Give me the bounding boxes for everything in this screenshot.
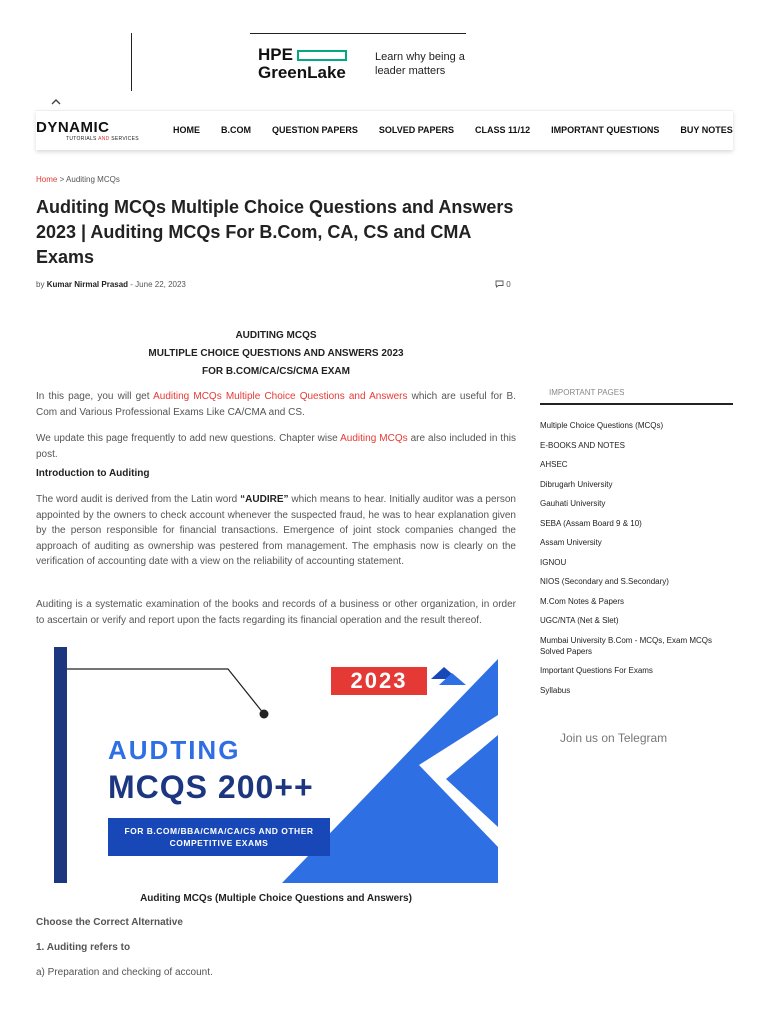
- ad-banner[interactable]: [250, 33, 466, 91]
- sidebar-link-mcom[interactable]: M.Com Notes & Papers: [540, 596, 625, 606]
- hpe-logo-icon: [297, 50, 347, 61]
- sidebar-link-syllabus[interactable]: Syllabus: [540, 685, 571, 695]
- ad-logo: HPE GreenLake: [258, 45, 346, 82]
- comments-count[interactable]: 0: [495, 280, 511, 289]
- sidebar-link-mcqs[interactable]: Multiple Choice Questions (MCQs): [540, 421, 664, 430]
- sidebar-link-seba[interactable]: SEBA (Assam Board 9 & 10): [540, 518, 642, 528]
- sidebar-link-ignou[interactable]: IGNOU: [540, 557, 567, 567]
- sidebar-links: [540, 420, 733, 704]
- intro-paragraph-2: We update this page frequently to add new questions. Chapter wise Auditing MCQs are also included in this post.: [36, 433, 516, 460]
- sidebar-link-dibrugarh[interactable]: Dibrugarh University: [540, 479, 613, 489]
- post-title: Auditing MCQs Multiple Choice Questions and Answers 2023 | Auditing MCQs For B.Com, CA, CS and CMA Exams: [36, 197, 514, 267]
- content-heading-1: AUDITING MCQS: [235, 330, 317, 341]
- ad-text: Learn why being a leader matters: [375, 51, 465, 77]
- breadcrumb-current: Auditing MCQs: [66, 175, 120, 184]
- question-1-option-a: a) Preparation and checking of account.: [36, 967, 213, 978]
- sidebar-link-nios[interactable]: NIOS (Secondary and S.Secondary): [540, 577, 669, 586]
- content-heading-2: MULTIPLE CHOICE QUESTIONS AND ANSWERS 2023: [148, 348, 404, 359]
- breadcrumb: Home > Auditing MCQs: [36, 175, 120, 184]
- content-heading-3: FOR B.COM/CA/CS/CMA EXAM: [202, 366, 350, 377]
- post-meta: by Kumar Nirmal Prasad - June 22, 2023: [36, 280, 186, 289]
- nav-item-important-questions[interactable]: IMPORTANT QUESTIONS: [551, 125, 660, 135]
- nav-item-question-papers[interactable]: QUESTION PAPERS: [272, 125, 358, 135]
- telegram-link[interactable]: Join us on Telegram: [560, 731, 668, 745]
- intro-paragraph-1: In this page, you will get Auditing MCQs Multiple Choice Questions and Answers which are useful for B. Com and Various Professional Exams Like CA/CMA and CS.: [36, 391, 516, 418]
- hero-title-line2: MCQS 200++: [108, 769, 314, 805]
- image-caption: Auditing MCQs (Multiple Choice Questions and Answers): [140, 893, 412, 904]
- choose-heading: Choose the Correct Alternative: [36, 917, 183, 928]
- nav-item-solved-papers[interactable]: SOLVED PAPERS: [378, 125, 455, 135]
- comment-icon: [495, 280, 504, 288]
- question-1: 1. Auditing refers to: [36, 942, 131, 953]
- nav-item-buy-notes[interactable]: BUY NOTES: [680, 125, 733, 135]
- post-date: June 22, 2023: [135, 280, 186, 289]
- site-logo[interactable]: DYNAMIC TUTORIALS AND SERVICES: [36, 119, 139, 142]
- nav-item-class-11-12[interactable]: CLASS 11/12: [475, 125, 531, 135]
- nav-menu: [173, 125, 733, 135]
- sidebar-link-important-questions[interactable]: Important Questions For Exams: [540, 666, 653, 675]
- mcq-link[interactable]: Auditing MCQs Multiple Choice Questions and Answers: [153, 391, 408, 402]
- ad-divider: [131, 33, 132, 91]
- main-nav: [36, 110, 733, 150]
- sidebar-link-assam-university[interactable]: Assam University: [540, 538, 602, 547]
- auditing-definition-paragraph: Auditing is a systematic examination of the books and records of a business or other organization, in order to ascertain or verify and report upon the facts regarding its financial operation and the result thereof.: [36, 599, 516, 626]
- hero-title-line1: AUDTING: [108, 735, 241, 765]
- sidebar-heading: IMPORTANT PAGES: [540, 388, 733, 405]
- nav-item-home[interactable]: HOME: [173, 125, 200, 135]
- hero-year-badge: 2023: [331, 667, 427, 695]
- sidebar-link-ebooks[interactable]: E-BOOKS AND NOTES: [540, 440, 625, 450]
- sidebar-link-mumbai-university[interactable]: Mumbai University B.Com - MCQs, Exam MCQs Solved Papers: [540, 635, 713, 656]
- auditing-mcqs-link[interactable]: Auditing MCQs: [340, 433, 408, 444]
- chevron-up-icon[interactable]: [50, 95, 62, 109]
- sidebar-link-gauhati[interactable]: Gauhati University: [540, 499, 606, 508]
- audit-paragraph: The word audit is derived from the Latin word “AUDIRE” which means to hear. Initially auditor was a person appointed by the owners to check account whenever the suspected fraud, he was to hear explanation given by the person responsible for financial transactions. Emergence of joint stock companies changed the approach of auditing as ownership was pestered from management. The emphasis now is clearly on the verification of accounting date with a view on the reliability of accounting statement.: [36, 494, 516, 567]
- nav-item-bcom[interactable]: B.COM: [221, 125, 251, 135]
- section-heading-intro: Introduction to Auditing: [36, 468, 150, 479]
- hero-subtitle-box: FOR B.COM/BBA/CMA/CA/CS AND OTHER COMPETITIVE EXAMS: [108, 818, 330, 856]
- post-author[interactable]: Kumar Nirmal Prasad: [46, 280, 129, 289]
- feature-image: [54, 647, 498, 883]
- breadcrumb-home[interactable]: Home: [36, 175, 58, 184]
- sidebar-link-ugc-nta[interactable]: UGC/NTA (Net & Slet): [540, 616, 619, 625]
- sidebar-link-ahsec[interactable]: AHSEC: [540, 460, 568, 469]
